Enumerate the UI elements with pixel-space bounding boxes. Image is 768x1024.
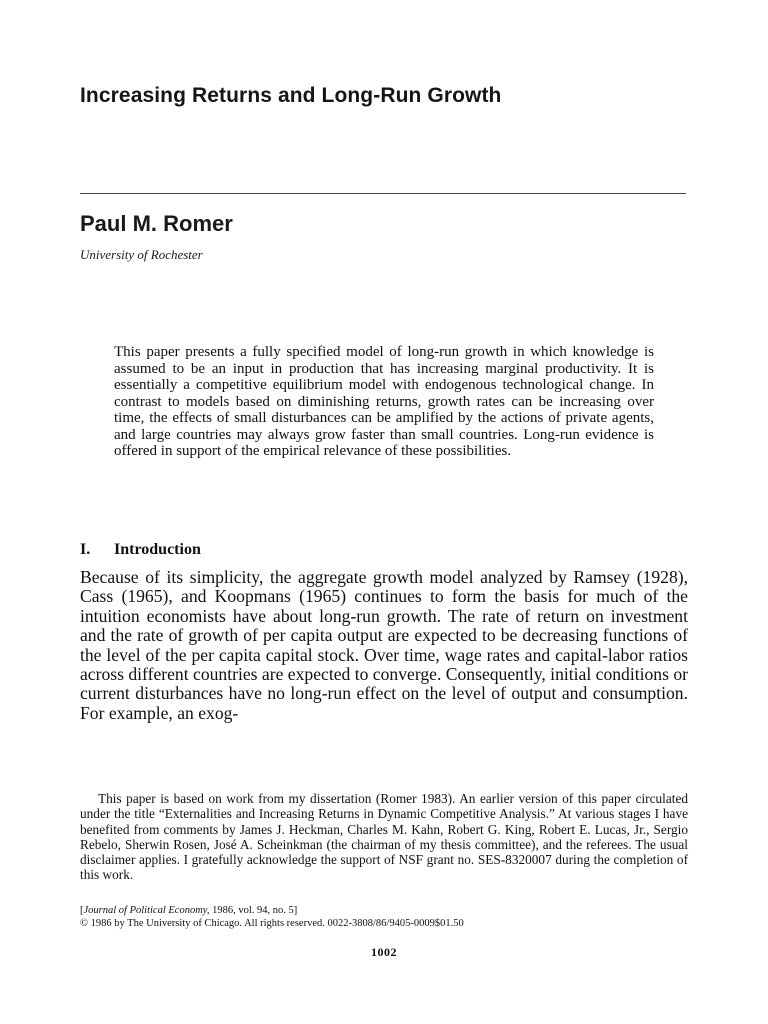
section-heading xyxy=(80,541,201,559)
journal-details: 1986, vol. 94, no. 5] xyxy=(209,905,298,916)
acknowledgment-footnote xyxy=(80,791,688,883)
journal-reference xyxy=(80,905,680,918)
page-number: 1002 xyxy=(371,945,397,959)
citation-open-bracket: [ xyxy=(80,905,84,916)
section-number: I. xyxy=(80,541,91,558)
section-title: Introduction xyxy=(114,541,201,558)
journal-citation xyxy=(80,905,680,930)
author-affiliation: University of Rochester xyxy=(80,247,203,262)
author-name: Paul M. Romer xyxy=(80,211,233,236)
title-divider xyxy=(80,193,686,194)
copyright-line: © 1986 by The University of Chicago. All rights reserved. 0022-3808/86/9405-0009$01.50 xyxy=(80,917,464,929)
journal-name: Journal of Political Economy, xyxy=(83,905,210,916)
paper-title: Increasing Returns and Long-Run Growth xyxy=(80,84,502,107)
abstract: This paper presents a fully specified model of long-run growth in which knowledge is assumed to be an input in production that has increasing marginal productivity. It is essentially a competitive equilibrium model with endogenous technological change. In contrast to models based on diminishing returns, growth rates can be increasing over time, the effects of small disturbances can be amplified by the actions of private agents, and large countries may always grow faster than small countries. Long-run evidence is offered in support of the empirical relevance of these possibilities. xyxy=(114,344,654,459)
footnote-text: This paper is based on work from my dissertation (Romer 1983). An earlier version of this paper circulated under the title “Externalities and Increasing Returns in Dynamic Competitive Analysis.” At various stages I have benefited from comments by James J. Heckman, Charles M. Kahn, Robert G. King, Robert E. Lucas, Jr., Sergio Rebelo, Sherwin Rosen, José A. Scheinkman (the chairman of my thesis committee), and the referees. The usual disclaimer applies. I gratefully acknowledge the support of NSF grant no. SES-8320007 during the completion of this work. xyxy=(80,791,688,883)
introduction-paragraph: Because of its simplicity, the aggregate growth model analyzed by Ramsey (1928), Cass (1965), and Koopmans (1965) continues to form the basis for much of the intuition economists have about long-run growth. The rate of return on investment and the rate of growth of per capita output are expected to be decreasing functions of the level of the per capita capital stock. Over time, wage rates and capital-labor ratios across different countries are expected to converge. Consequently, initial conditions or current disturbances have no long-run effect on the level of output and consumption. For example, an exog- xyxy=(80,567,688,723)
